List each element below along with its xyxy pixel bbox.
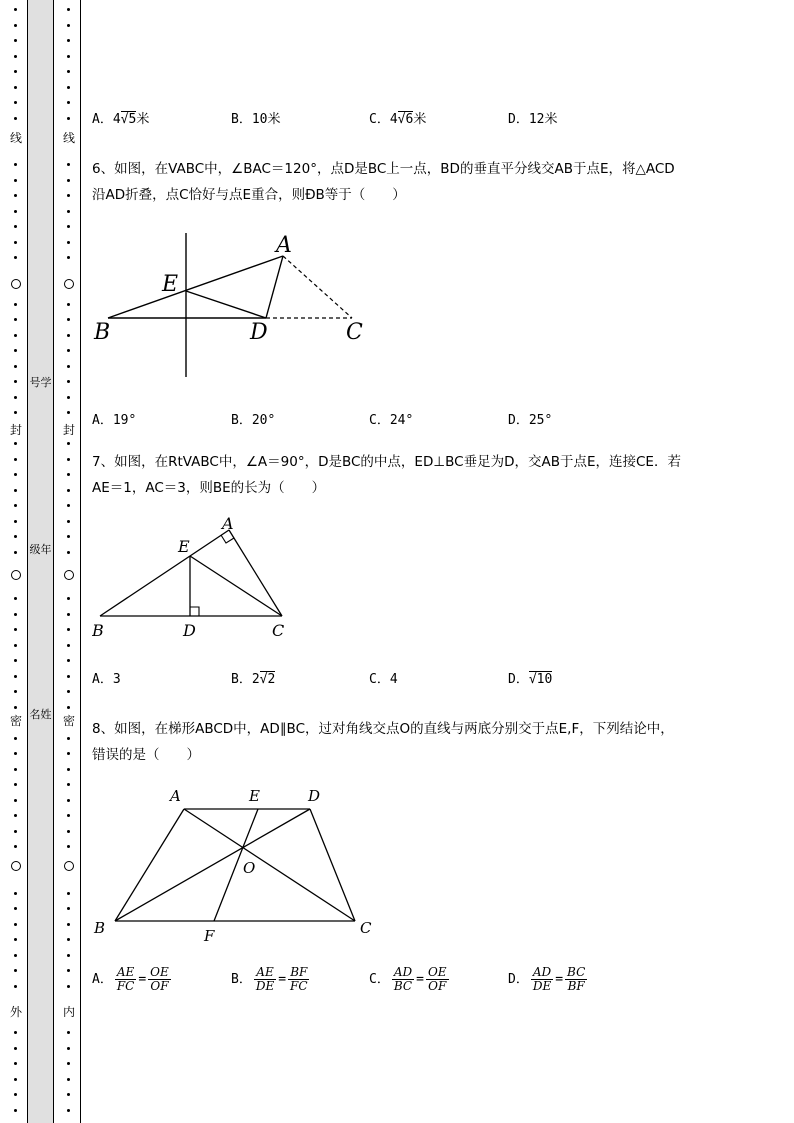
binding-dot [67, 830, 70, 833]
field-student-number-label: 号学 [29, 376, 52, 389]
binding-dot [14, 1078, 17, 1081]
binding-dot [14, 179, 17, 182]
outer-mark-xian: 线 [9, 131, 22, 145]
q6-stem-line1: 6、如图，在VABC中，∠BAC＝120°，点D是BC上一点，BD的垂直平分线交AB于点E，将△ACD [92, 161, 675, 177]
binding-dot [67, 318, 70, 321]
binding-dot [14, 24, 17, 27]
q6-option-a[interactable]: A．19° [92, 413, 137, 428]
q7-stem-line2: AE＝1，AC＝3，则BE的长为（ ） [92, 480, 326, 496]
q8-label-b: B [94, 919, 106, 937]
binding-dot [14, 349, 17, 352]
binding-dot [67, 644, 70, 647]
binding-dot [67, 1062, 70, 1065]
q7-label-c: C [272, 621, 285, 640]
binding-dot [67, 349, 70, 352]
binding-dot [67, 1031, 70, 1034]
binding-dot [67, 179, 70, 182]
binding-dot [14, 520, 17, 523]
binding-dot [67, 241, 70, 244]
q8-label-o: O [243, 859, 256, 877]
q6-figure [92, 225, 382, 385]
inner-mark-mi: 密 [62, 714, 75, 728]
inner-mark-xian: 线 [62, 131, 75, 145]
outer-mark-feng: 封 [9, 423, 22, 437]
binding-dot [14, 380, 17, 383]
binding-dot [67, 1093, 70, 1096]
binding-dot [14, 1109, 17, 1112]
binding-dot [14, 241, 17, 244]
q6-label-c: C [346, 320, 363, 345]
q8-label-e: E [249, 787, 260, 805]
binding-dot [14, 303, 17, 306]
binding-dot [67, 628, 70, 631]
binding-dot [14, 783, 17, 786]
binding-dot [67, 8, 70, 11]
binding-dot [14, 489, 17, 492]
binding-dot [67, 690, 70, 693]
q6-option-d[interactable]: D．25° [508, 413, 553, 428]
binding-dot [14, 318, 17, 321]
binding-dot [14, 799, 17, 802]
binding-dot [67, 504, 70, 507]
outer-circle-mark [11, 861, 21, 871]
binding-dot [14, 39, 17, 42]
q8-option-a[interactable]: A． $\frac{AE}{FC}$ = $\frac{OE}{OF}$ [92, 965, 169, 993]
binding-dot [14, 752, 17, 755]
q6-label-d: D [250, 320, 268, 345]
binding-dot [67, 411, 70, 414]
margin-rule [80, 0, 81, 1123]
q7-option-d[interactable]: D．√10 [508, 672, 553, 687]
binding-dot [67, 396, 70, 399]
q7-figure [92, 512, 302, 642]
binding-dot [67, 101, 70, 104]
binding-dot [67, 613, 70, 616]
field-name-label: 名姓 [29, 708, 52, 721]
binding-dot [14, 210, 17, 213]
binding-dot [67, 597, 70, 600]
q6-label-b: B [94, 320, 111, 345]
binding-dot [67, 814, 70, 817]
binding-dot [14, 814, 17, 817]
binding-dot [67, 520, 70, 523]
q8-stem-line1: 8、如图，在梯形ABCD中，AD∥BC，过对角线交点O的直线与两底分别交于点E,F，下列结论中， [92, 721, 674, 737]
binding-dot [14, 535, 17, 538]
binding-dot [14, 597, 17, 600]
binding-dot [14, 1093, 17, 1096]
binding-dot [67, 39, 70, 42]
q8-label-d: D [308, 787, 321, 805]
q6-option-b[interactable]: B．20° [231, 413, 276, 428]
binding-dot [14, 458, 17, 461]
q6-option-c[interactable]: C．24° [369, 413, 414, 428]
binding-dot [14, 830, 17, 833]
binding-dot [67, 783, 70, 786]
binding-dot [14, 954, 17, 957]
binding-dot [67, 380, 70, 383]
binding-dot [14, 256, 17, 259]
binding-dot [14, 969, 17, 972]
q8-figure [92, 783, 392, 948]
q8-option-d[interactable]: D． $\frac{AD}{DE}$ = $\frac{BC}{BF}$ [508, 965, 586, 993]
binding-dot [67, 442, 70, 445]
binding-dot [14, 1031, 17, 1034]
q7-option-a[interactable]: A．3 [92, 672, 121, 687]
binding-dot [14, 628, 17, 631]
q6-label-e: E [162, 272, 179, 297]
binding-dot [67, 845, 70, 848]
binding-dot [14, 334, 17, 337]
outer-circle-mark [11, 570, 21, 580]
q8-option-c[interactable]: C． $\frac{AD}{BC}$ = $\frac{OE}{OF}$ [369, 965, 447, 993]
binding-dot [14, 659, 17, 662]
q8-label-a: A [170, 787, 181, 805]
binding-dot [14, 923, 17, 926]
binding-dot [14, 613, 17, 616]
binding-dot [14, 1047, 17, 1050]
binding-dot [67, 70, 70, 73]
inner-circle-mark [64, 279, 74, 289]
q7-label-b: B [92, 621, 104, 640]
binding-dot [67, 752, 70, 755]
binding-dot [67, 706, 70, 709]
binding-dot [14, 551, 17, 554]
binding-dot [14, 55, 17, 58]
binding-dot [14, 938, 17, 941]
binding-dot [67, 799, 70, 802]
q8-option-b[interactable]: B． $\frac{AE}{DE}$ = $\frac{BF}{FC}$ [231, 965, 308, 993]
binding-dot [67, 535, 70, 538]
binding-dot [67, 225, 70, 228]
binding-dot [67, 303, 70, 306]
binding-dot [67, 55, 70, 58]
binding-dot [67, 334, 70, 337]
binding-margin [0, 0, 82, 1123]
q6-label-a: A [276, 233, 292, 258]
binding-dot [67, 938, 70, 941]
binding-dot [67, 489, 70, 492]
binding-dot [67, 117, 70, 120]
q5-option-a[interactable]: A．4√5米 [92, 112, 150, 127]
binding-dot [67, 86, 70, 89]
outer-mark-mi: 密 [9, 714, 22, 728]
binding-dot [14, 504, 17, 507]
outer-circle-mark [11, 279, 21, 289]
binding-dot [67, 954, 70, 957]
binding-dot [14, 442, 17, 445]
binding-dot [14, 1062, 17, 1065]
binding-dot [14, 473, 17, 476]
binding-dot [14, 892, 17, 895]
binding-dot [67, 473, 70, 476]
binding-dot [14, 675, 17, 678]
field-grade-label: 级年 [29, 543, 52, 556]
binding-dot [67, 768, 70, 771]
binding-dot [67, 985, 70, 988]
binding-dot [67, 969, 70, 972]
binding-dot [67, 1109, 70, 1112]
binding-dot [67, 210, 70, 213]
outer-mark-wai: 外 [9, 1005, 22, 1019]
inner-circle-mark [64, 861, 74, 871]
binding-dot [14, 411, 17, 414]
binding-dot [67, 1078, 70, 1081]
binding-dot [14, 644, 17, 647]
binding-dot [67, 675, 70, 678]
q7-label-d: D [183, 621, 196, 640]
q6-stem-line2: 沿AD折叠，点C恰好与点E重合，则ÐB等于（ ） [92, 187, 406, 203]
q5-option-d[interactable]: D．12米 [508, 112, 558, 127]
binding-dot [14, 70, 17, 73]
student-info-bar [27, 0, 54, 1123]
binding-dot [14, 225, 17, 228]
binding-dot [67, 163, 70, 166]
binding-dot [67, 659, 70, 662]
outer-dotted-line [9, 0, 23, 1123]
binding-dot [14, 101, 17, 104]
binding-dot [67, 923, 70, 926]
q7-option-b[interactable]: B．2√2 [231, 672, 276, 687]
binding-dot [67, 1047, 70, 1050]
binding-dot [14, 907, 17, 910]
q8-label-f: F [204, 927, 215, 945]
binding-dot [14, 737, 17, 740]
binding-dot [67, 256, 70, 259]
inner-circle-mark [64, 570, 74, 580]
q7-label-e: E [178, 537, 190, 556]
q7-stem-line1: 7、如图，在RtVABC中，∠A＝90°，D是BC的中点，ED⊥BC垂足为D，交AB于点E，连接CE．若 [92, 454, 681, 470]
inner-mark-feng: 封 [62, 423, 75, 437]
binding-dot [14, 8, 17, 11]
binding-dot [14, 690, 17, 693]
binding-dot [14, 365, 17, 368]
binding-dot [14, 396, 17, 399]
q8-stem-line2: 错误的是（ ） [92, 747, 200, 763]
binding-dot [14, 768, 17, 771]
q5-option-b[interactable]: B．10米 [231, 112, 281, 127]
q8-label-c: C [360, 919, 372, 937]
inner-dotted-line [62, 0, 76, 1123]
binding-dot [14, 86, 17, 89]
q5-option-c[interactable]: C．4√6米 [369, 112, 427, 127]
binding-dot [67, 194, 70, 197]
binding-dot [67, 892, 70, 895]
binding-dot [14, 163, 17, 166]
binding-dot [14, 845, 17, 848]
binding-dot [67, 365, 70, 368]
binding-dot [67, 24, 70, 27]
binding-dot [67, 551, 70, 554]
q7-option-c[interactable]: C．4 [369, 672, 398, 687]
inner-mark-nei: 内 [62, 1005, 75, 1019]
binding-dot [67, 907, 70, 910]
binding-dot [14, 194, 17, 197]
q7-label-a: A [222, 514, 234, 533]
binding-dot [67, 458, 70, 461]
binding-dot [14, 117, 17, 120]
binding-dot [14, 706, 17, 709]
binding-dot [67, 737, 70, 740]
binding-dot [14, 985, 17, 988]
